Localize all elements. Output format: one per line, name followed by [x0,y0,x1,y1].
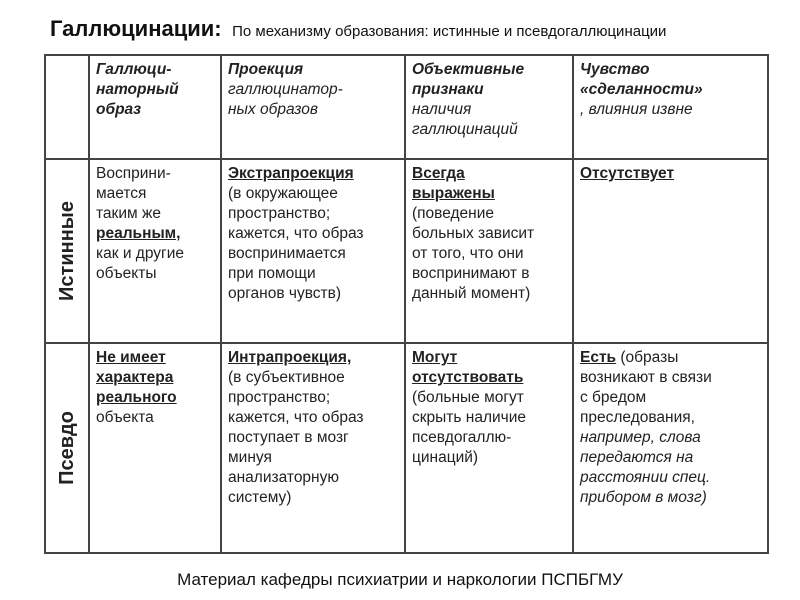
header-row [45,55,768,159]
footer-caption: Материал кафедры психиатрии и наркологии ПСПБГМУ [177,570,623,589]
slide-title [50,16,666,42]
header-objective-signs: Объективные признаки наличия галлюцинаций [405,55,573,159]
header-projection: Проекция галлюцинатор- ных образов [221,55,405,159]
row-pseudo [45,343,768,553]
cell-pseudo-feeling: Есть (образы возникают в связи с бредом преследования, например, слова передаются на расстоянии спец. прибором в мозг) [573,343,768,553]
header-image: Галлюци- наторный образ [89,55,221,159]
row-true [45,159,768,343]
header-feeling: Чувство «сделанности» , влияния извне [573,55,768,159]
comparison-table [44,54,769,554]
row-label-pseudo: Псевдо [45,343,89,553]
cell-pseudo-objective: Могут отсутствовать (больные могут скрыть наличие псевдогаллю- цинаций) [405,343,573,553]
cell-true-feeling: Отсутствует [573,159,768,343]
row-label-true: Истинные [45,159,89,343]
header-corner [45,55,89,159]
title-subtitle: По механизму образования: истинные и псевдогаллюцинации [232,23,667,40]
title-main: Галлюцинации: [50,16,222,41]
cell-true-projection: Экстрапроекция (в окружающее пространство; кажется, что образ воспринимается при помощи органов чувств) [221,159,405,343]
cell-pseudo-image: Не имеет характера реального объекта [89,343,221,553]
cell-pseudo-projection: Интрапроекция, (в субъективное пространство; кажется, что образ поступает в мозг минуя анализаторную систему) [221,343,405,553]
cell-true-objective: Всегда выражены (поведение больных зависит от того, что они воспринимают в данный момент) [405,159,573,343]
cell-true-image: Восприни- мается таким же реальным, как и другие объекты [89,159,221,343]
